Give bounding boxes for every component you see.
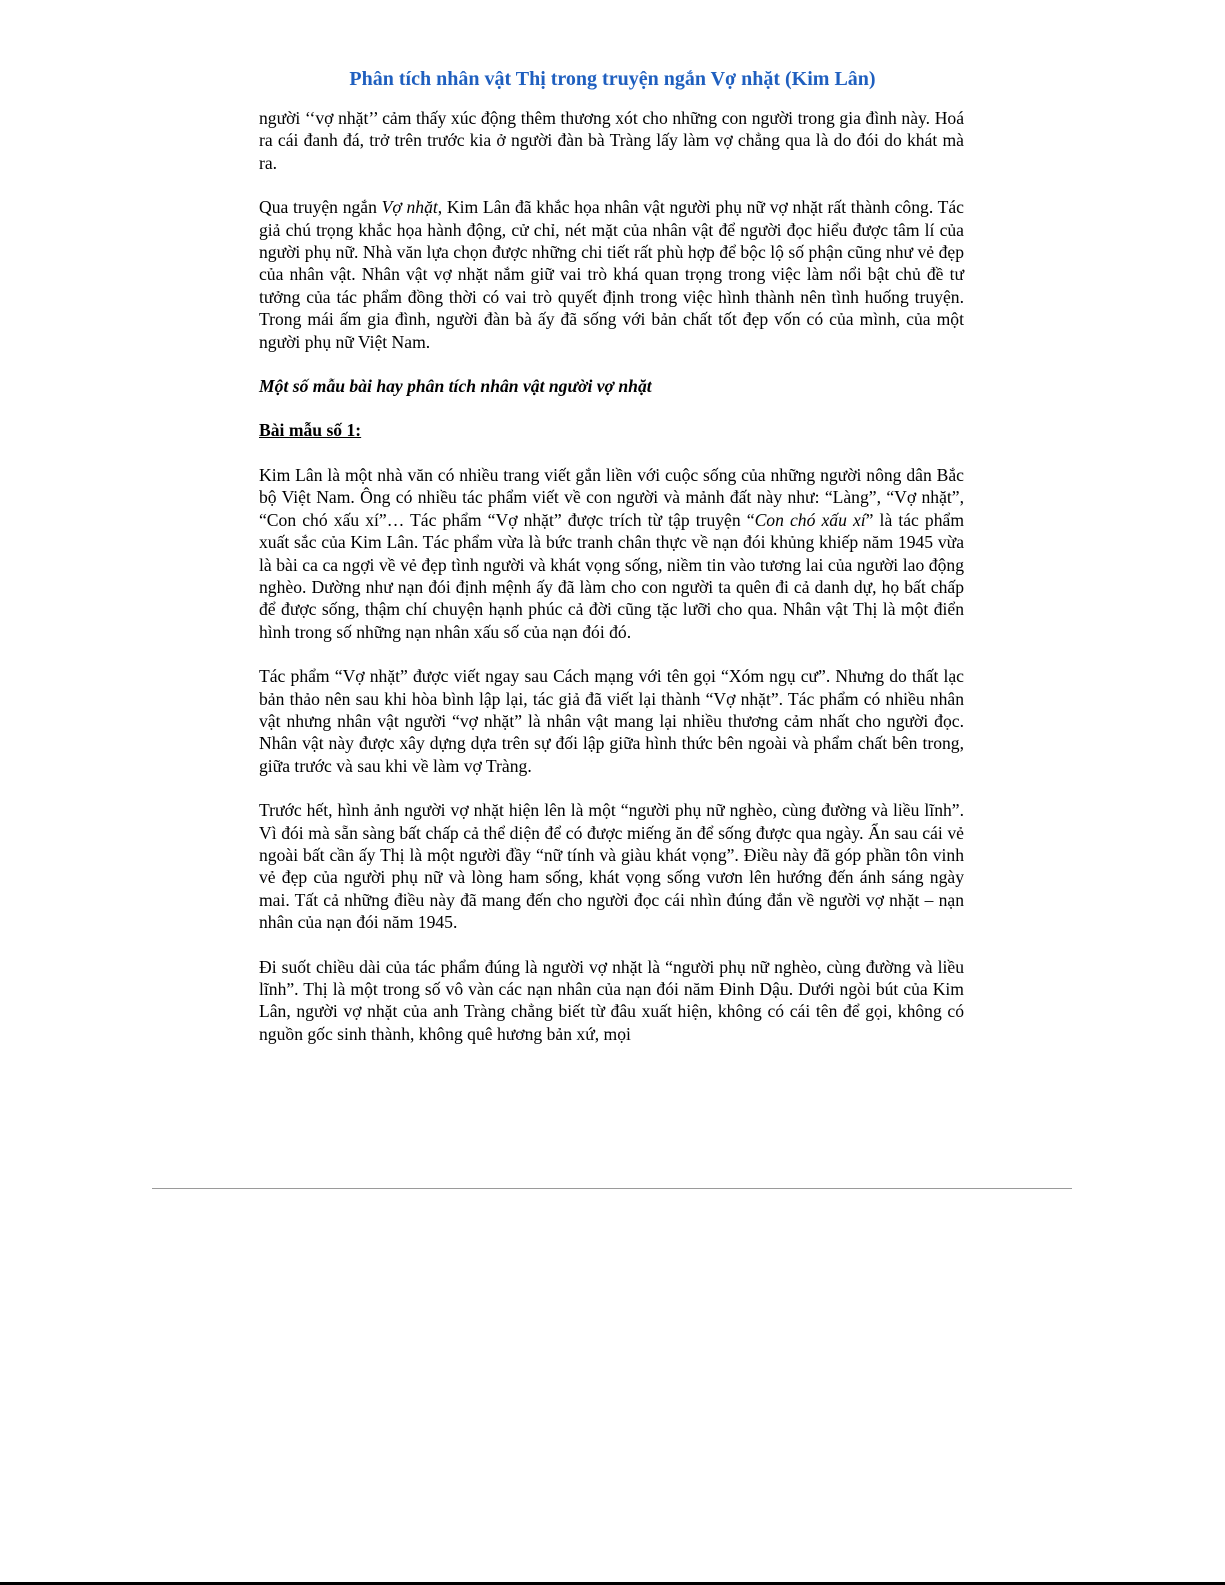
sample-heading: Bài mẫu số 1: [259,420,362,441]
page-divider [152,1188,1072,1189]
paragraph-text-before: Kim Lân là một nhà văn có nhiều trang viết gắn liền với cuộc sống của những người nông dân Bắc bộ Việt Nam. Ông có nhiều tác phẩm viết về con người và mảnh đất này như: “Làng”, “Vợ nhặt”, “Con chó xấu xí”… Tác phẩm “Vợ nhặt” được trích từ tập truyện “ [259,464,964,530]
paragraph-intro-continuation [259,107,964,174]
paragraph-text-after: , Kim Lân đã khắc họa nhân vật người phụ nữ vợ nhặt rất thành công. Tác giả chú trọng khắc họa hành động, cử chỉ, nét mặt của nhân vật để người đọc hiểu được tâm lí của người phụ nữ. Nhà văn lựa chọn được những chi tiết rất phù hợp để bộc lộ số phận cũng như vẻ đẹp của nhân vật. Nhân vật vợ nhặt nắm giữ vai trò khá quan trọng trong việc làm nổi bật chủ đề tư tưởng của tác phẩm đồng thời có vai trò quyết định trong việc hình thành nên tình huống truyện. Trong mái ấm gia đình, người đàn bà ấy đã sống với bản chất tốt đẹp vốn có của mình, của một người phụ nữ Việt Nam. [259,197,964,352]
paragraph-text: Tác phẩm “Vợ nhặt” được viết ngay sau Cách mạng với tên gọi “Xóm ngụ cư”. Nhưng do thất lạc bản thảo nên sau khi hòa bình lập lại, tác giả đã viết lại thành “Vợ nhặt”. Tác phẩm có nhiều nhân vật nhưng nhân vật người “vợ nhặt” là nhân vật mang lại nhiều thương cảm nhất cho người đọc. Nhân vật này được xây dựng dựa trên sự đối lập giữa hình thức bên ngoài và phẩm chất bên trong, giữa trước và sau khi về làm vợ Tràng. [259,666,964,776]
page-title: Phân tích nhân vật Thị trong truyện ngắn Vợ nhặt (Kim Lân) [349,68,876,90]
paragraph-text: Đi suốt chiều dài của tác phẩm đúng là người vợ nhặt là “người phụ nữ nghèo, cùng đường và liều lĩnh”. Thị là một trong số vô vàn các nạn nhân của nạn đói năm Đinh Dậu. Dưới ngòi bút của Kim Lân, người vợ nhặt của anh Tràng chẳng biết từ đâu xuất hiện, không có cái tên để gọi, không có nguồn gốc sinh thành, không quê hương bản xứ, mọi [259,956,964,1044]
sample-paragraph-3 [259,799,964,933]
paragraph-text-after: ” là tác phẩm xuất sắc của Kim Lân. Tác phẩm vừa là bức tranh chân thực về nạn đói khủng khiếp năm 1945 vừa là bài ca ca ngợi về vẻ đẹp tình người và khát vọng sống, niềm tin vào tương lai của người lao động nghèo. Dường như nạn đói định mệnh ấy đã làm cho con người ta quên đi cả danh dự, họ bất chấp để được sống, thậm chí chuyện hạnh phúc cả đời cũng tặc lưỡi cho qua. Nhân vật Thị là một điển hình trong số những nạn nhân xấu số của nạn đói đó. [259,509,965,642]
paragraph-text: người ‘‘vợ nhặt’’ cảm thấy xúc động thêm thương xót cho những con người trong gia đình này. Hoá ra cái đanh đá, trở trên trước kia ở người đàn bà Tràng lấy làm vợ chẳng qua là do đói do khát mà ra. [259,108,964,173]
paragraph-text: Trước hết, hình ảnh người vợ nhặt hiện lên là một “người phụ nữ nghèo, cùng đường và liều lĩnh”. Vì đói mà sẵn sàng bất chấp cả thể diện để có được miếng ăn để sống được qua ngày. Ẩn sau cái vẻ ngoài bất cần ấy Thị là một người đầy “nữ tính và giàu khát vọng”. Điều này đã góp phần tôn vinh vẻ đẹp của người phụ nữ và lòng ham sống, khát vọng sống vươn lên hướng đến ánh sáng ngày mai. Tất cả những điều này đã mang đến cho người đọc cái nhìn đúng đắn về người vợ nhặt – nạn nhân của nạn đói năm 1945. [259,800,964,933]
document-body [259,107,964,1067]
section-heading: Một số mẫu bài hay phân tích nhân vật người vợ nhặt [259,376,652,397]
book-title-italic: Con chó xấu xí [754,509,866,530]
paragraph-text-before: Qua truyện ngắn [259,197,382,218]
sample-paragraph-2 [259,665,964,777]
work-title-italic: Vợ nhặt [381,197,438,218]
sample-paragraph-1 [259,464,964,643]
sample-paragraph-4 [259,956,964,1046]
paragraph-summary [259,196,964,353]
